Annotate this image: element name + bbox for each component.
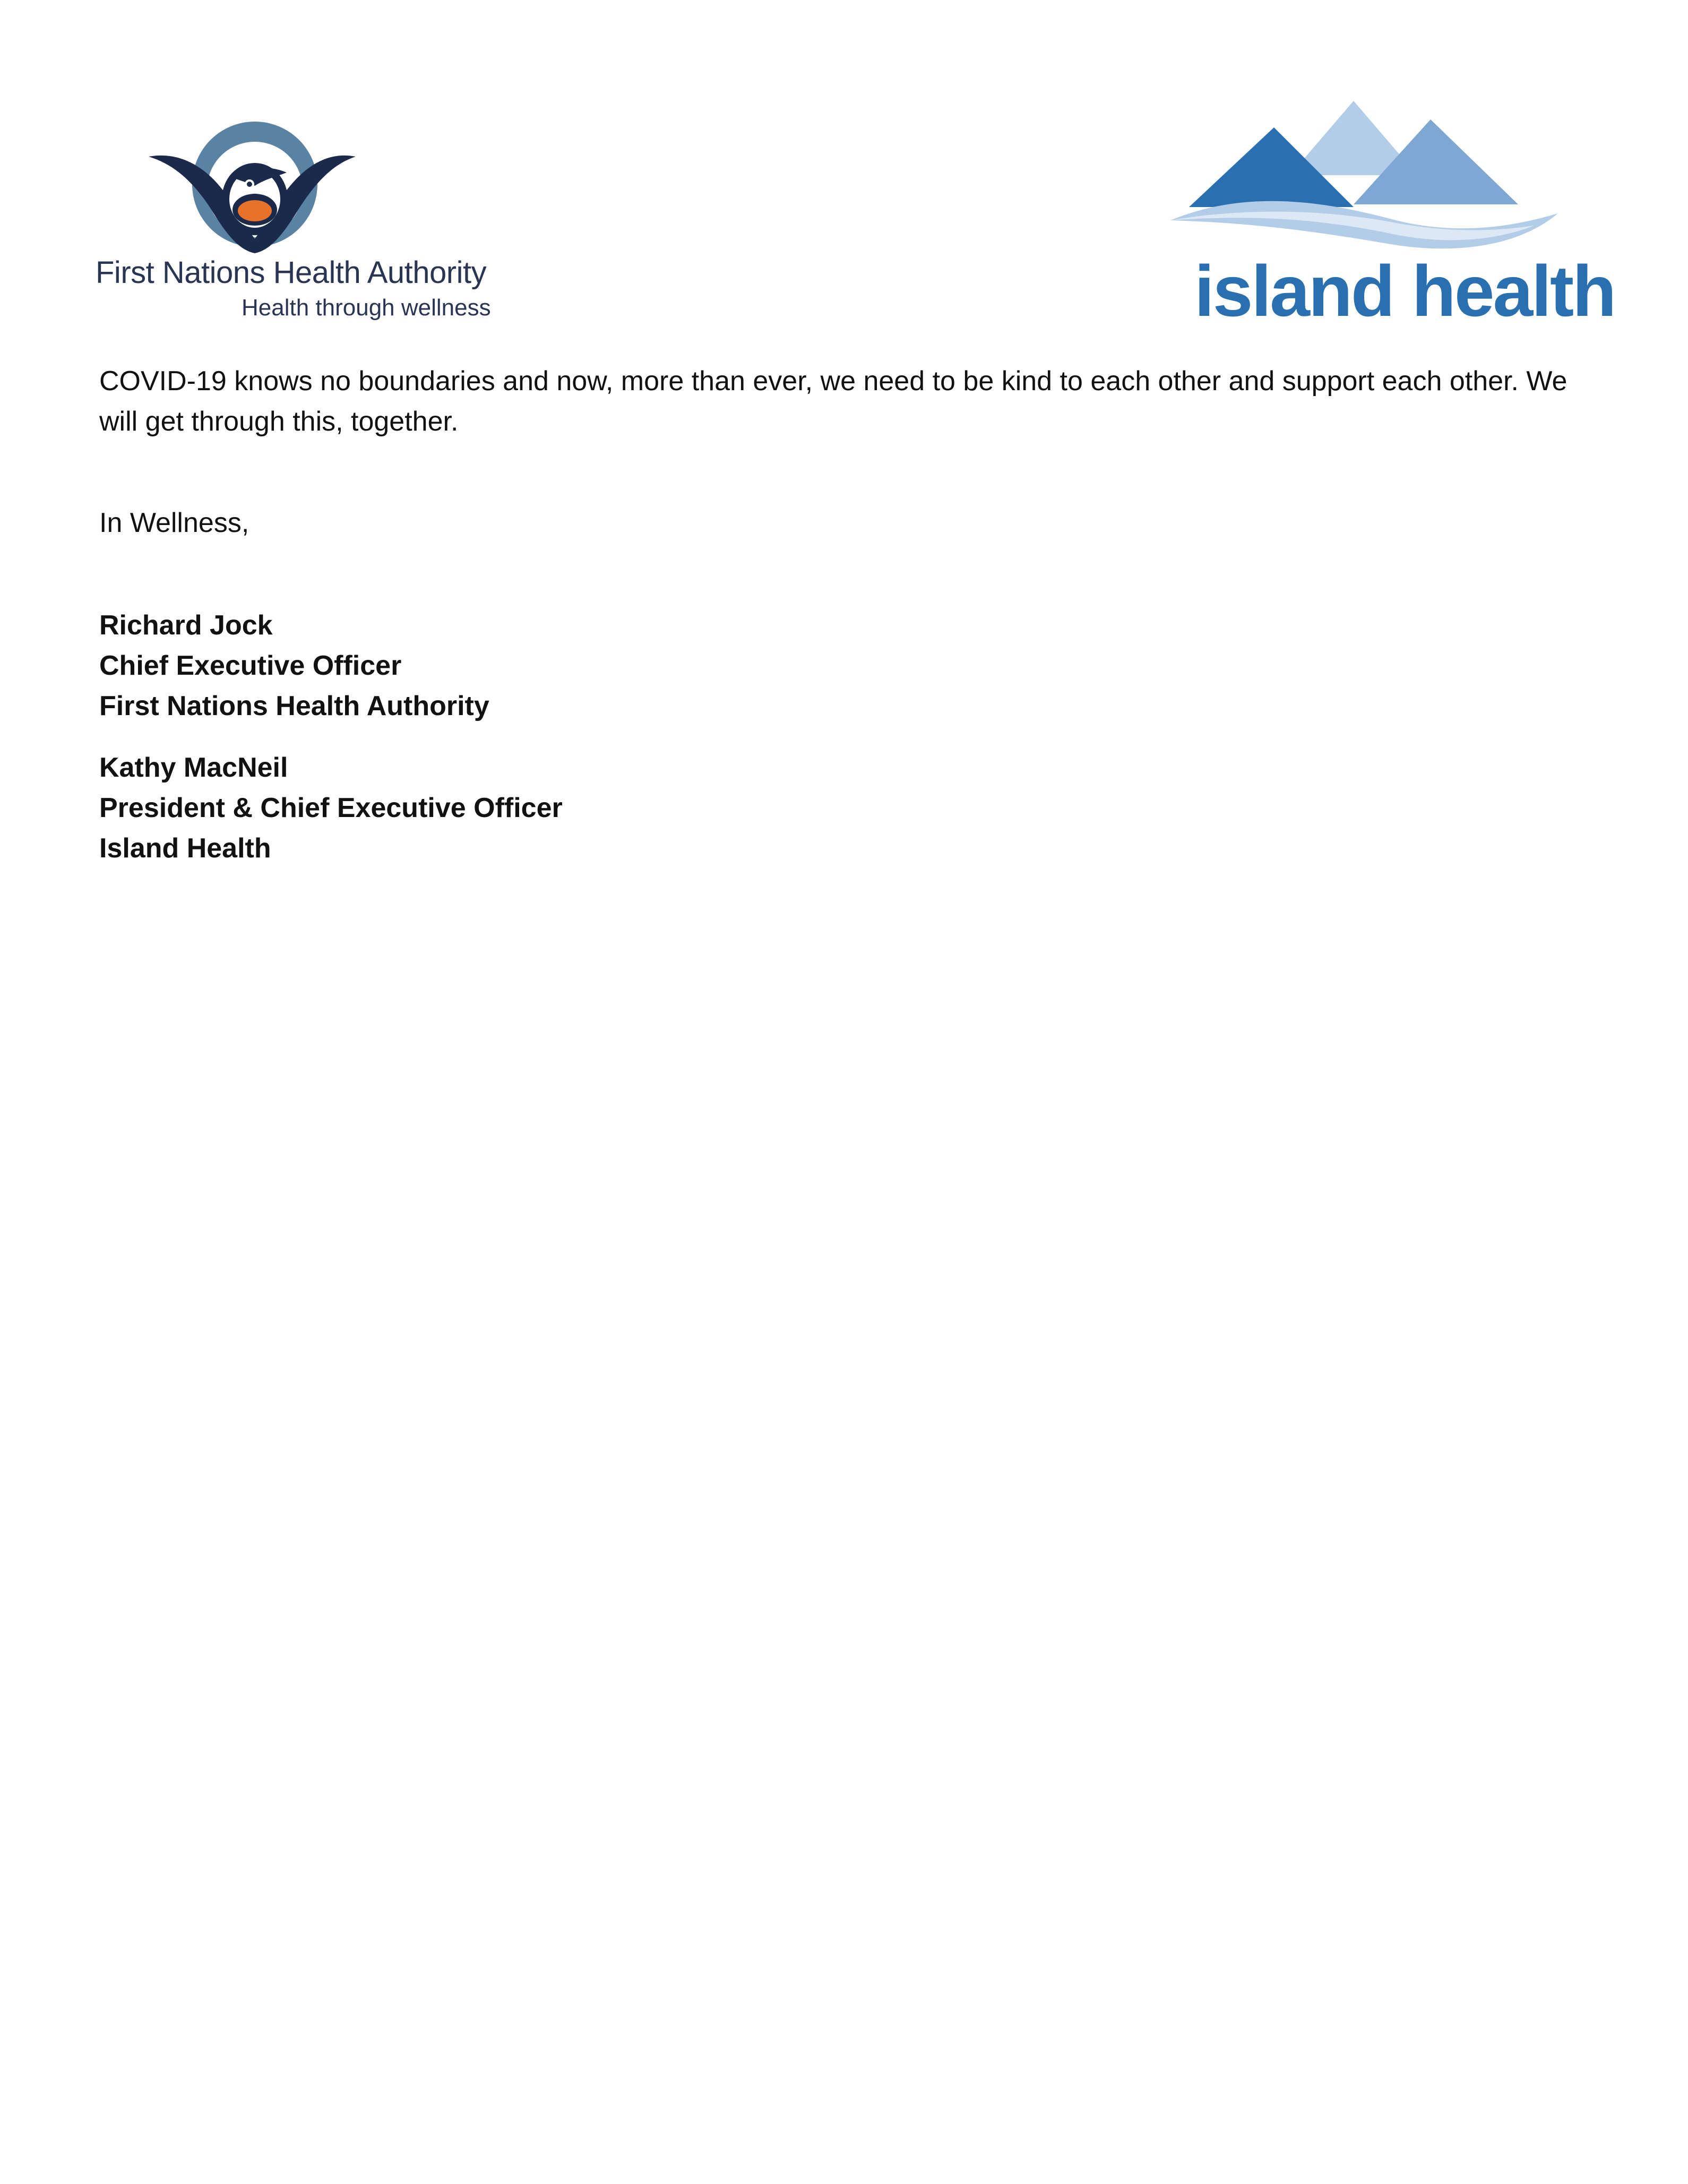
island-health-logo-name: island health <box>1194 251 1615 331</box>
island-health-logo <box>1168 96 1615 340</box>
signatory-block <box>99 605 489 726</box>
signatory-organization: Island Health <box>99 833 271 864</box>
fnha-emblem-icon <box>146 114 358 255</box>
fnha-logo <box>96 114 510 326</box>
fnha-logo-tagline: Health through wellness <box>242 295 491 321</box>
signatory-title: Chief Executive Officer <box>99 650 402 681</box>
signatory-organization: First Nations Health Authority <box>99 691 489 721</box>
signatory-name: Richard Jock <box>99 610 273 641</box>
letter-closing: In Wellness, <box>99 508 249 538</box>
signatory-title: President & Chief Executive Officer <box>99 793 563 823</box>
island-health-mountains-icon <box>1168 96 1561 260</box>
signatory-block <box>99 747 563 869</box>
fnha-logo-name: First Nations Health Authority <box>96 255 487 290</box>
signatory-name: Kathy MacNeil <box>99 752 288 783</box>
letter-body-paragraph: COVID-19 knows no boundaries and now, more than ever, we need to be kind to each other and support each other. We will get through this, together. <box>99 366 1568 437</box>
